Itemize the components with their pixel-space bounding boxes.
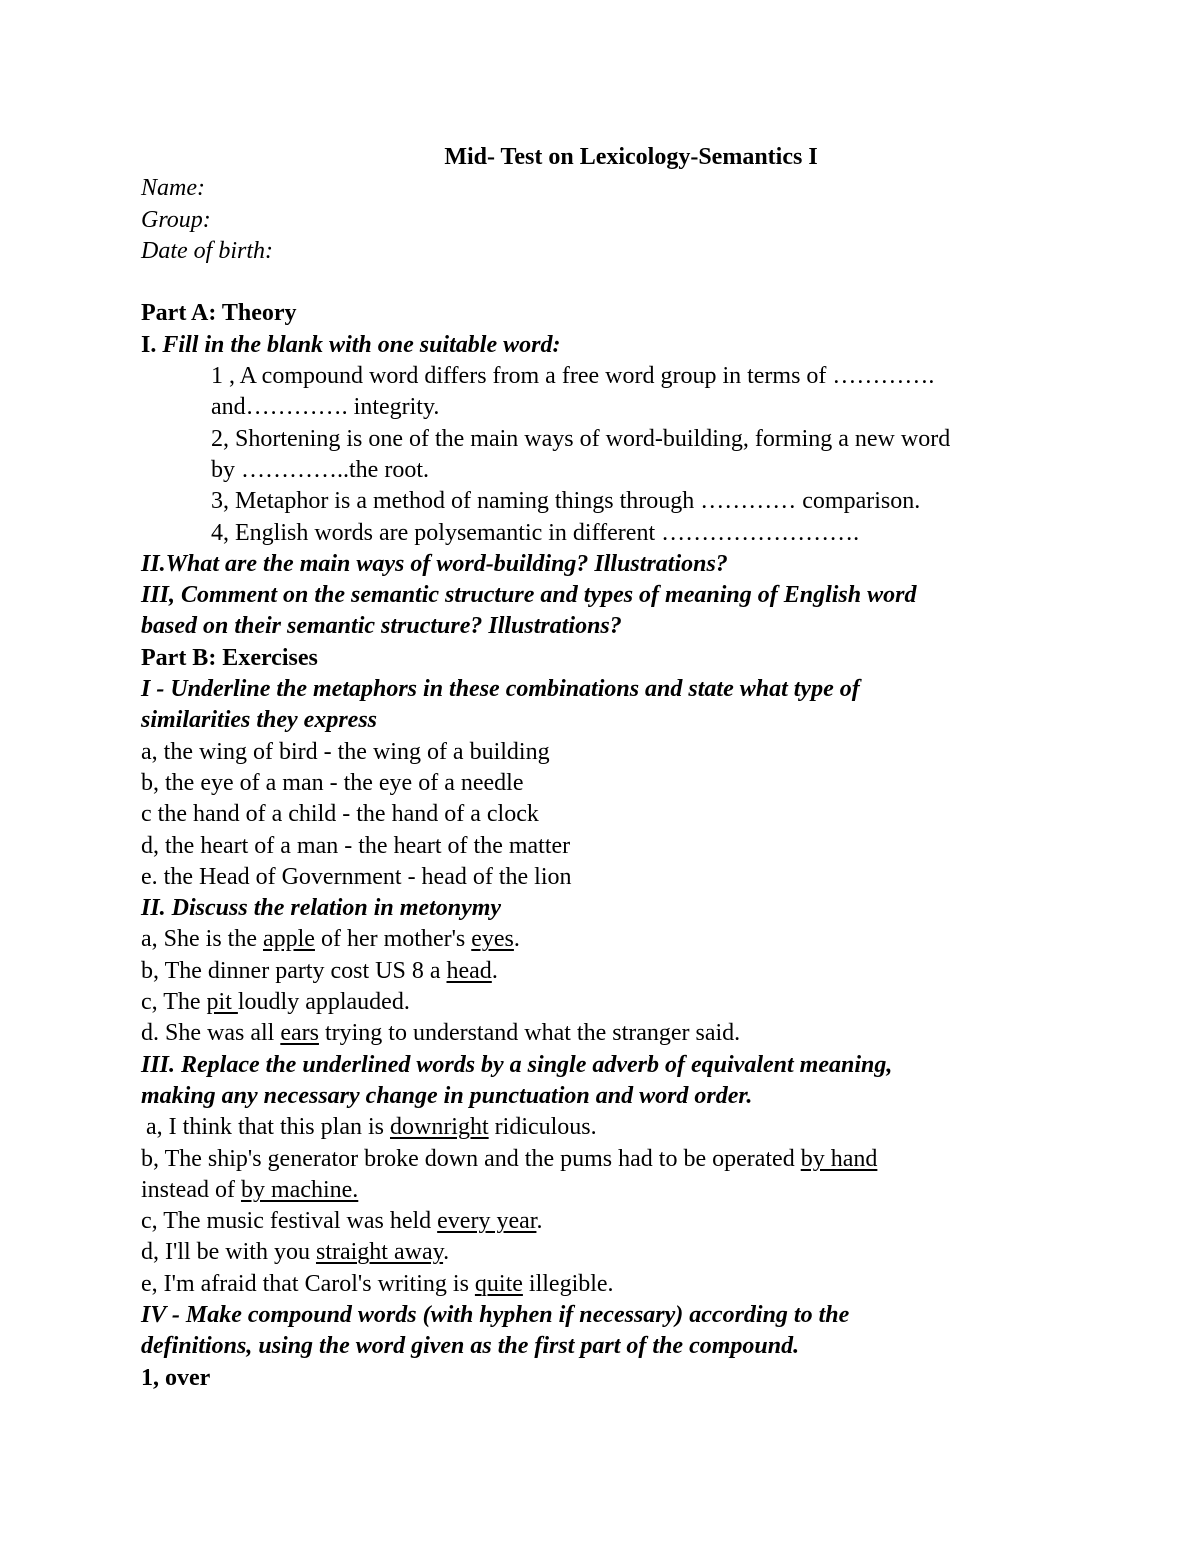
item-text: a, She is the xyxy=(141,926,263,953)
q1-item: and…………. integrity. xyxy=(211,394,440,421)
ex1-item: d, the heart of a man - the heart of the matter xyxy=(141,832,571,859)
item-text: c, The xyxy=(141,989,207,1016)
ex2-item xyxy=(141,956,1081,987)
part-a-q1-instruction xyxy=(141,330,1081,361)
document-body xyxy=(141,142,1081,1394)
part-a-heading: Part A: Theory xyxy=(141,300,297,327)
name-field-label: Name: xyxy=(141,175,205,202)
ex1-instruction: similarities they express xyxy=(141,707,377,734)
ex3-item xyxy=(141,1144,1081,1175)
item-text: . xyxy=(536,1208,543,1235)
ex4-instruction: IV - Make compound words (with hyphen if necessary) according to the xyxy=(141,1301,850,1328)
q1-item: 2, Shortening is one of the main ways of word-building, forming a new word xyxy=(211,425,951,452)
q1-item: by …………..the root. xyxy=(211,456,429,483)
q1-text: Fill in the blank with one suitable word: xyxy=(162,331,561,358)
item-text: illegible. xyxy=(522,1270,614,1297)
group-field-label: Group: xyxy=(141,206,211,233)
ex4-instruction: definitions, using the word given as the first part of the compound. xyxy=(141,1333,800,1360)
item-text: trying to understand what the stranger said. xyxy=(318,1020,741,1047)
q1-number: I. xyxy=(141,331,163,358)
part-a-q3: based on their semantic structure? Illustrations? xyxy=(141,613,622,640)
underlined-word: by hand xyxy=(800,1145,878,1172)
ex3-item xyxy=(141,1206,1081,1237)
item-text: b, The ship's generator broke down and the pums had to be operated xyxy=(141,1145,801,1172)
ex3-item xyxy=(141,1269,1081,1300)
item-text: d, I'll be with you xyxy=(141,1239,316,1266)
underlined-word: straight away xyxy=(315,1239,444,1266)
item-text: ridiculous. xyxy=(488,1114,597,1141)
item-text: . xyxy=(443,1239,450,1266)
item-text: c, The music festival was held xyxy=(141,1208,438,1235)
underlined-word: eyes xyxy=(471,926,514,953)
ex2-instruction: II. Discuss the relation in metonymy xyxy=(141,895,502,922)
underlined-word: downright xyxy=(389,1114,489,1141)
item-text: of her mother's xyxy=(314,926,472,953)
underlined-word: apple xyxy=(262,926,315,953)
item-text: d. She was all xyxy=(141,1020,281,1047)
ex1-item: a, the wing of bird - the wing of a building xyxy=(141,738,550,765)
ex3-instruction: making any necessary change in punctuation and word order. xyxy=(141,1082,753,1109)
ex1-item: e. the Head of Government - head of the lion xyxy=(141,863,572,890)
ex3-instruction: III. Replace the underlined words by a single adverb of equivalent meaning, xyxy=(141,1051,893,1078)
ex2-item xyxy=(141,987,1081,1018)
item-text: b, The dinner party cost US 8 a xyxy=(141,957,447,984)
underlined-word: ears xyxy=(280,1020,319,1047)
item-text: instead of xyxy=(141,1176,241,1203)
item-text: e, I'm afraid that Carol's writing is xyxy=(141,1270,475,1297)
underlined-word: by machine. xyxy=(240,1176,359,1203)
ex1-instruction: I - Underline the metaphors in these combinations and state what type of xyxy=(141,676,860,703)
ex4-item: 1, over xyxy=(141,1364,211,1391)
item-text: loudly applauded. xyxy=(237,989,410,1016)
underlined-word: quite xyxy=(474,1270,523,1297)
dob-field-label: Date of birth: xyxy=(141,237,273,264)
page-title: Mid- Test on Lexicology-Semantics I xyxy=(444,144,818,170)
q1-item: 1 , A compound word differs from a free word group in terms of …………. xyxy=(211,363,935,390)
q1-item: 3, Metaphor is a method of naming things through ………… comparison. xyxy=(211,488,921,515)
part-a-q2: II.What are the main ways of word-building? Illustrations? xyxy=(141,550,728,577)
q1-item: 4, English words are polysemantic in different ……………………. xyxy=(211,519,860,546)
spacer xyxy=(141,267,1081,298)
part-b-heading: Part B: Exercises xyxy=(141,644,318,671)
ex1-item: c the hand of a child - the hand of a clock xyxy=(141,801,539,828)
item-text: . xyxy=(491,957,498,984)
ex1-item: b, the eye of a man - the eye of a needle xyxy=(141,769,524,796)
item-text: a, I think that this plan is xyxy=(146,1114,390,1141)
ex3-item xyxy=(141,1175,1081,1206)
ex2-item xyxy=(141,1018,1081,1049)
ex3-item xyxy=(141,1237,1081,1268)
underlined-word: every year xyxy=(437,1208,537,1235)
ex3-item xyxy=(141,1112,1081,1143)
underlined-word: head xyxy=(446,957,492,984)
underlined-word: pit xyxy=(206,989,238,1016)
ex2-item xyxy=(141,924,1081,955)
item-text: . xyxy=(513,926,520,953)
part-a-q3: III, Comment on the semantic structure and types of meaning of English word xyxy=(141,582,917,609)
